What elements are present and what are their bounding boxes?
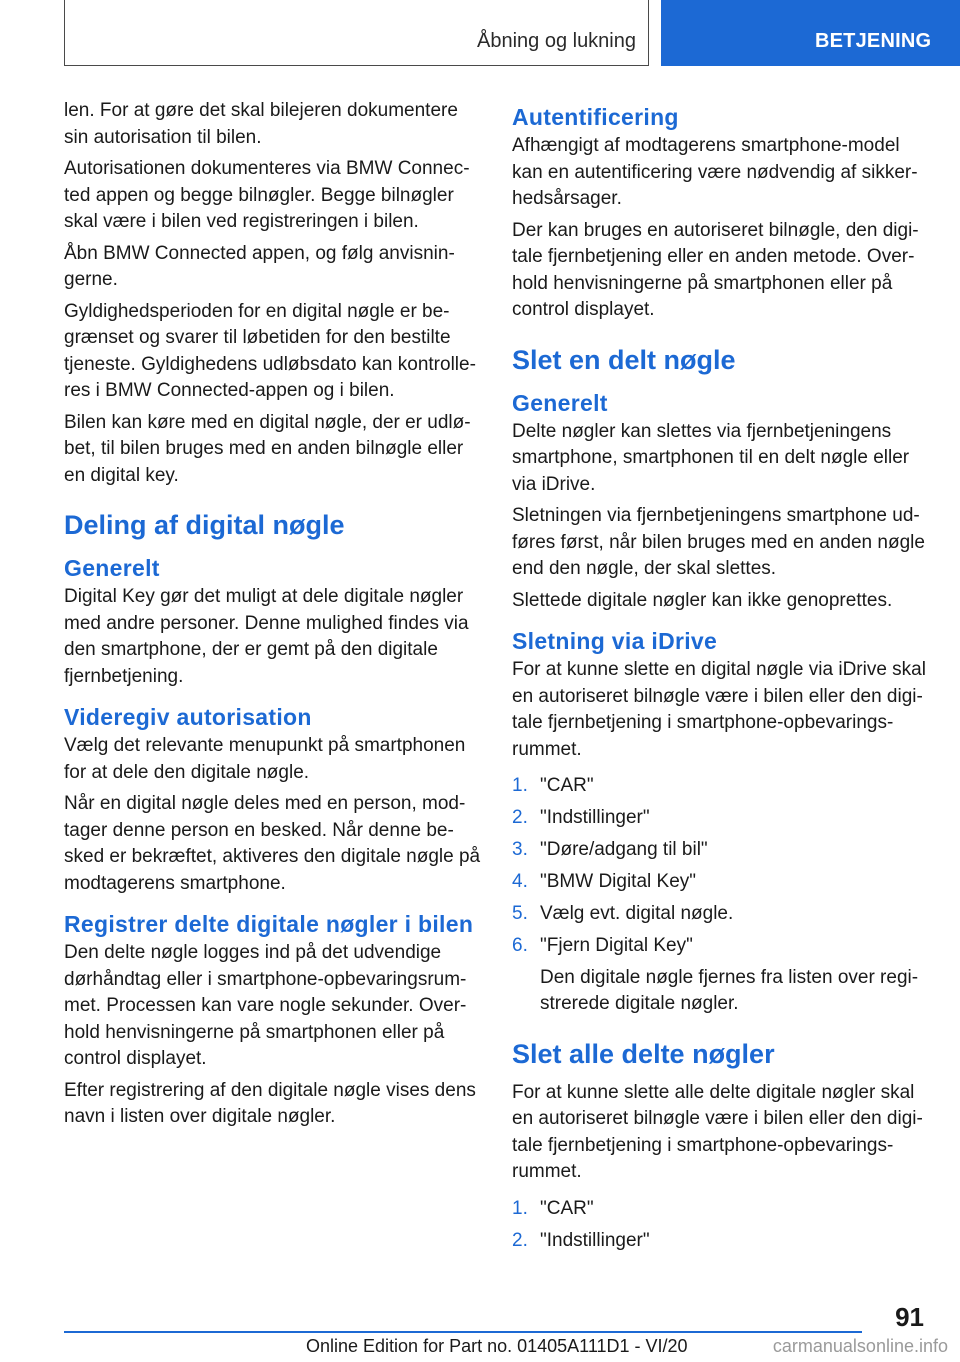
idrive-steps-list xyxy=(512,773,930,1018)
paragraph: Digital Key gør det muligt at dele digitale nøgler med andre personer. Denne mulighed findes via den smartphone, der er gemt på den digitale fjernbetjening. xyxy=(64,586,469,687)
paragraph: Når en digital nøgle deles med en person, mod-tager denne person en besked. Når denne be-sked er bekræftet, aktiveres den digitale nøgle på modtagerens smartphone. xyxy=(64,793,481,894)
paragraph: Slettede digitale nøgler kan ikke genoprettes. xyxy=(512,589,893,611)
step-number: 2. xyxy=(512,1229,528,1251)
subheading-general: Generelt xyxy=(512,389,608,416)
page-number: 91 xyxy=(895,1302,924,1332)
paragraph: For at kunne slette alle delte digitale nøgler skal en autoriseret bilnøgle være i bilen eller den digi-tale fjernbetjening i smartphone-opbevarings-rummet. xyxy=(512,1081,923,1182)
watermark: carmanualsonline.info xyxy=(772,1336,948,1356)
step-text: "Indstillinger" xyxy=(540,807,650,828)
list-item xyxy=(512,869,930,896)
paragraph: Gyldighedsperioden for en digital nøgle er be-grænset og svarer til løbetiden for den bestilte tjeneste. Gyldighedens udløbsdato kan kontrolle-res i BMW Connected-appen og i bilen. xyxy=(64,300,476,401)
step-text: "CAR" xyxy=(540,775,594,796)
left-column xyxy=(64,98,482,1136)
page-footer xyxy=(0,1290,960,1362)
subheading-forward-authorization: Videregiv autorisation xyxy=(64,704,312,730)
list-item xyxy=(512,773,930,800)
paragraph: Sletningen via fjernbetjeningens smartphone ud-føres først, når bilen bruges med en anden nøgle end den nøgle, der skal slettes. xyxy=(512,505,925,579)
step-number: 2. xyxy=(512,807,528,828)
step-text: "Døre/adgang til bil" xyxy=(540,839,708,860)
paragraph: Afhængigt af modtagerens smartphone-model kan en autentificering være nødvendig af sikker-hedsårsager. xyxy=(512,135,918,209)
paragraph: len. For at gøre det skal bilejeren dokumentere sin autorisation til bilen. xyxy=(64,100,458,148)
subheading-general: Generelt xyxy=(64,555,160,581)
paragraph: Den delte nøgle logges ind på det udvendige dørhåndtag eller i smartphone-opbevaringsrum-met. Processen kan vare nogle sekunder. Over-hold henvisningerne på smartphonen eller på control displayet. xyxy=(64,942,467,1069)
page-header xyxy=(0,0,960,66)
paragraph: For at kunne slette en digital nøgle via iDrive skal en autoriseret bilnøgle være i bilen eller den digi-tale fjernbetjening i smartphone-opbevarings-rummet. xyxy=(512,659,926,760)
step-text: "Indstillinger" xyxy=(540,1229,650,1251)
section-header-box xyxy=(64,0,649,66)
step-number: 1. xyxy=(512,775,528,796)
chapter-tab: BETJENING xyxy=(661,0,960,66)
step-number: 1. xyxy=(512,1197,528,1219)
edition-text: Online Edition for Part no. 01405A111D1 - VI/20 xyxy=(306,1336,688,1356)
list-item xyxy=(512,901,930,928)
paragraph: Der kan bruges en autoriseret bilnøgle, den digi-tale fjernbetjening eller en anden metode. Over-hold henvisningerne på smartphonen eller på control displayet. xyxy=(512,219,919,320)
step-number: 4. xyxy=(512,871,528,892)
paragraph: Efter registrering af den digitale nøgle vises dens navn i listen over digitale nøgler. xyxy=(64,1079,476,1127)
subheading-register-keys: Registrer delte digitale nøgler i bilen xyxy=(64,911,474,937)
step-text: Vælg evt. digital nøgle. xyxy=(540,903,734,924)
heading-delete-all: Slet alle delte nøgler xyxy=(512,1038,775,1069)
step-text: "BMW Digital Key" xyxy=(540,871,697,892)
paragraph: Bilen kan køre med en digital nøgle, der er udlø-bet, til bilen bruges med en anden bilnøgle eller en digital key. xyxy=(64,411,471,486)
step-text: "Fjern Digital Key" xyxy=(540,935,693,956)
paragraph: Vælg det relevante menupunkt på smartphonen for at dele den digitale nøgle. xyxy=(64,735,466,783)
list-item xyxy=(512,837,930,864)
subheading-authentication: Autentificering xyxy=(512,104,679,130)
paragraph: Åbn BMW Connected appen, og følg anvisnin-gerne. xyxy=(64,242,455,290)
list-item xyxy=(512,1196,930,1223)
heading-sharing: Deling af digital nøgle xyxy=(64,510,345,540)
list-item xyxy=(512,933,930,1018)
list-item xyxy=(512,1228,930,1255)
footer-rule xyxy=(64,1331,862,1333)
paragraph: Autorisationen dokumenteres via BMW Connec-ted appen og begge bilnøgler. Begge bilnøgler skal være i bilen ved registreringen i bilen. xyxy=(64,158,470,232)
section-title: Åbning og lukning xyxy=(476,30,636,52)
heading-delete-shared: Slet en delt nøgle xyxy=(512,344,736,375)
step-number: 5. xyxy=(512,903,528,924)
step-number: 6. xyxy=(512,935,528,956)
step-text: "CAR" xyxy=(540,1197,594,1219)
paragraph: Delte nøgler kan slettes via fjernbetjeningens smartphone, smartphonen til en delt nøgle eller via iDrive. xyxy=(512,420,910,495)
step-note: Den digitale nøgle fjernes fra listen over regi-strerede digitale nøgler. xyxy=(540,966,919,1014)
delete-all-steps-list xyxy=(512,1196,930,1255)
right-column xyxy=(512,98,930,1262)
list-item xyxy=(512,805,930,832)
subheading-delete-via-idrive: Sletning via iDrive xyxy=(512,628,718,654)
step-number: 3. xyxy=(512,839,528,860)
